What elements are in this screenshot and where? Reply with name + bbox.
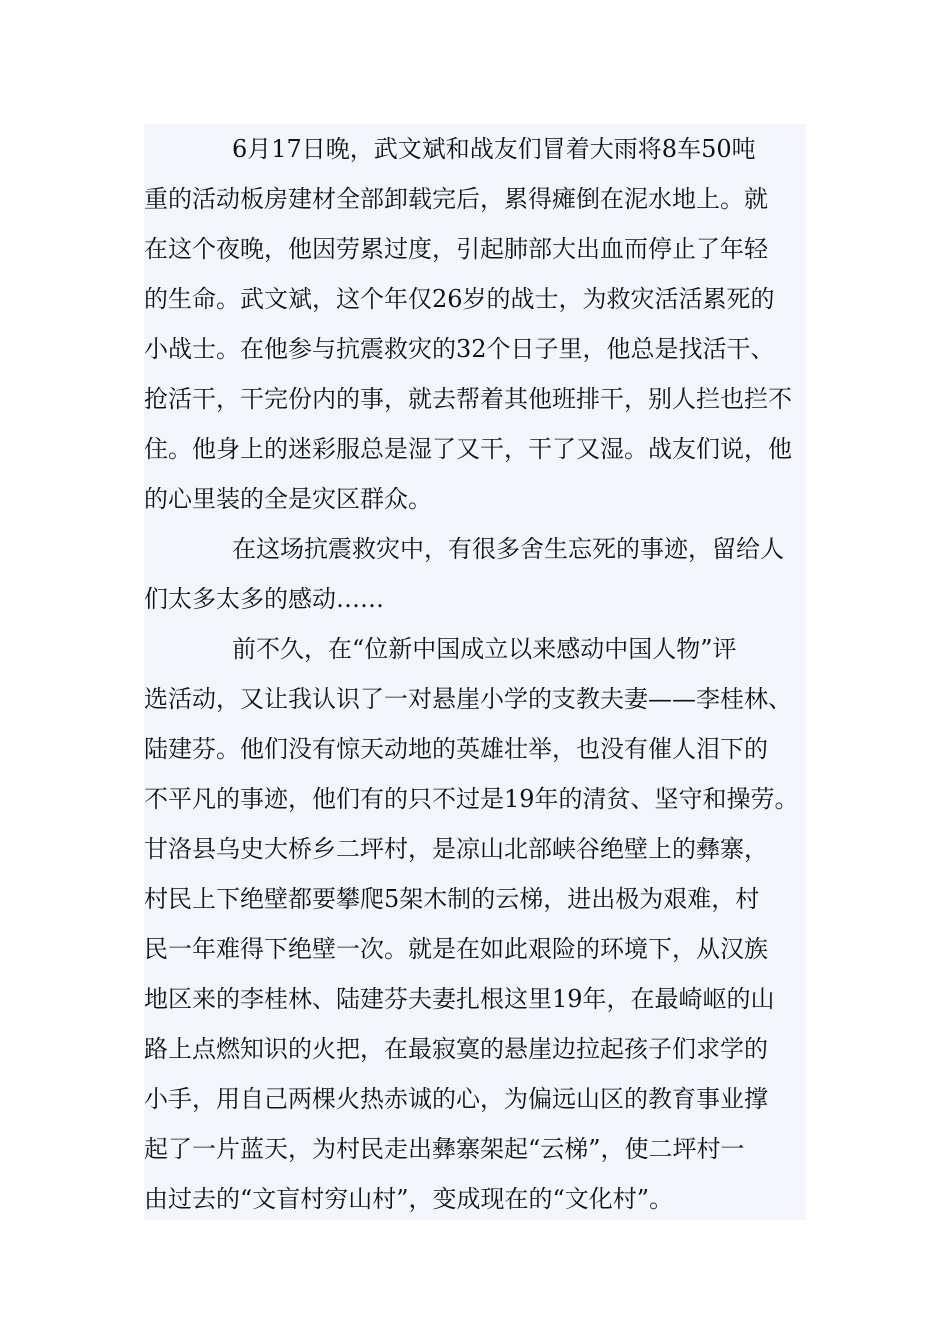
text-line: 村民上下绝壁都要攀爬5架木制的云梯，进出极为艰难，村 [144,885,760,913]
text-line: 的心里装的全是灾区群众。 [144,485,432,513]
text-line: 在这个夜晚，他因劳累过度，引起肺部大出血而停止了年轻 [144,235,768,263]
text-line: 小战士。在他参与抗震救灾的32个日子里，他总是找活干、 [144,335,775,363]
text-line: 甘洛县乌史大桥乡二坪村，是凉山北部峡谷绝壁上的彝寨， [144,835,768,863]
text-line: 起了一片蓝天，为村民走出彝寨架起“云梯”，使二坪村一 [144,1135,745,1163]
text-line: 小手，用自己两棵火热赤诚的心，为偏远山区的教育事业撑 [144,1085,768,1113]
text-line: 陆建芬。他们没有惊天动地的英雄壮举，也没有催人泪下的 [144,735,768,763]
text-line: 在这场抗震救灾中，有很多舍生忘死的事迹，留给人 [232,535,784,563]
text-line: 民一年难得下绝壁一次。就是在如此艰险的环境下，从汉族 [144,935,768,963]
text-line: 由过去的“文盲村穷山村”，变成现在的“文化村”。 [144,1185,674,1213]
text-line: 地区来的李桂林、陆建芬夫妻扎根这里19年，在最崎岖的山 [144,985,775,1013]
text-line: 住。他身上的迷彩服总是湿了又干，干了又湿。战友们说，他 [144,435,792,463]
text-line: 抢活干，干完份内的事，就去帮着其他班排干，别人拦也拦不 [144,385,792,413]
text-line: 重的活动板房建材全部卸载完后，累得瘫倒在泥水地上。就 [144,185,768,213]
document-text-block [144,124,806,1220]
text-line: 不平凡的事迹，他们有的只不过是19年的清贫、坚守和操劳。 [144,785,799,813]
text-line: 选活动，又让我认识了一对悬崖小学的支教夫妻——李桂林、 [144,685,792,713]
text-line: 的生命。武文斌，这个年仅26岁的战士，为救灾活活累死的 [144,285,775,313]
text-line: 前不久，在“位新中国成立以来感动中国人物”评 [232,635,737,663]
text-line: 们太多太多的感动…… [144,585,384,613]
text-line: 6月17日晚，武文斌和战友们冒着大雨将8车50吨 [232,135,756,163]
text-line: 路上点燃知识的火把，在最寂寞的悬崖边拉起孩子们求学的 [144,1035,768,1063]
